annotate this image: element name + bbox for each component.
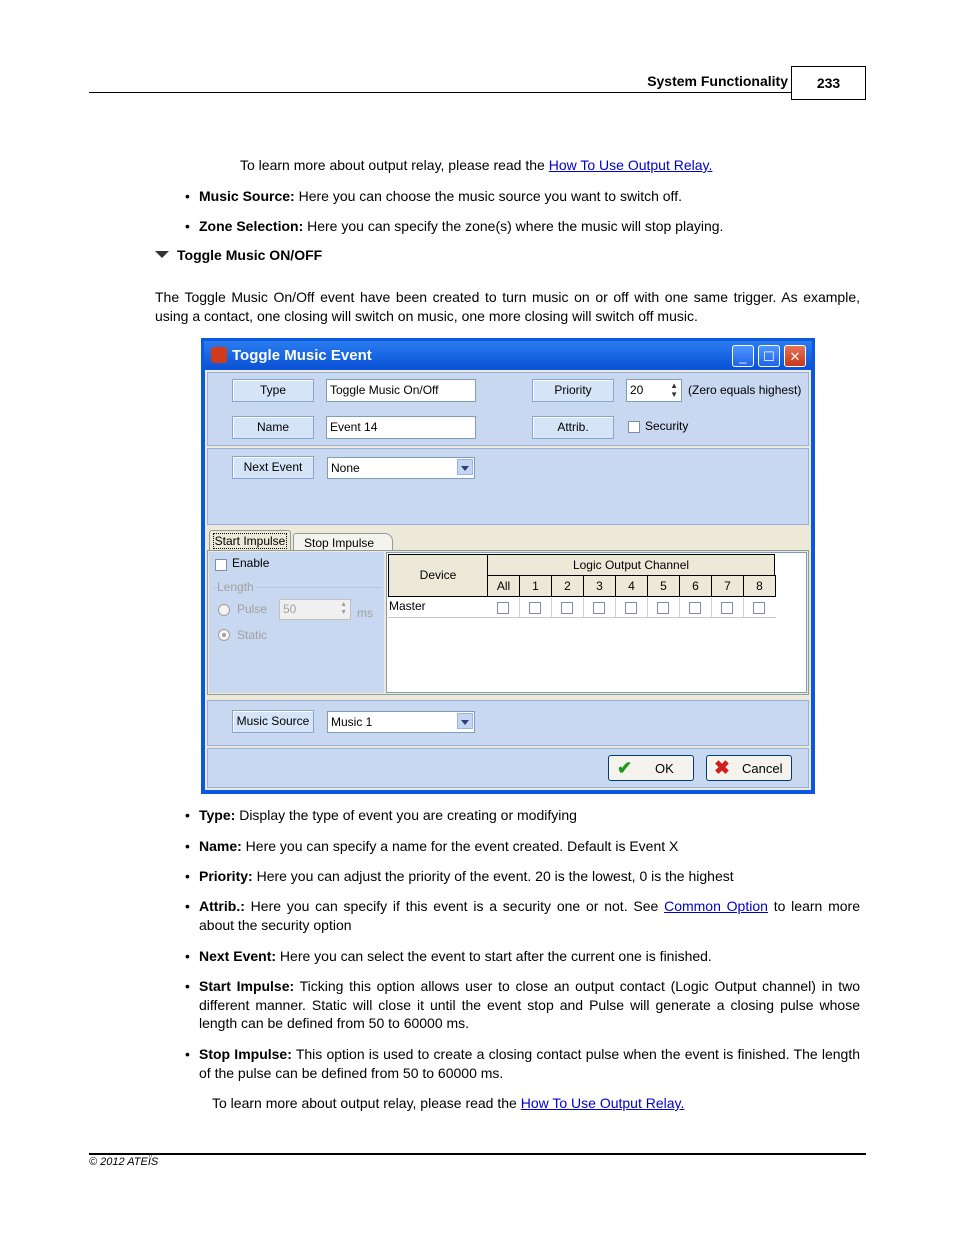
bullet-dot: • [185, 978, 190, 994]
bullet-music-source: Music Source: Here you can choose the music source you want to switch off. [199, 188, 682, 204]
tab-start-impulse[interactable]: Start Impulse [209, 530, 291, 550]
bullet-attrib: Attrib.: Here you can specify if this event is a security one or not. See Common Option to learn more about the security option [199, 898, 861, 933]
intro-text: To learn more about output relay, please read the [240, 157, 549, 173]
channel-checkbox-6[interactable] [689, 602, 701, 614]
dialog-body [205, 370, 811, 790]
column-divider [615, 598, 616, 617]
channel-header-5: 5 [647, 575, 680, 597]
channel-header-3: 3 [583, 575, 616, 597]
radio-dot [222, 633, 226, 637]
bullet-dot: • [185, 868, 190, 884]
type-label: Type [232, 379, 314, 402]
music-source-label: Music Source [232, 710, 314, 733]
tab-stop-impulse[interactable]: Stop Impulse [293, 533, 393, 551]
ms-label: ms [357, 606, 373, 620]
bullet-dot: • [185, 1046, 190, 1062]
pulse-value: 50 [283, 602, 297, 616]
checkmark-icon: ✔ [617, 758, 633, 778]
priority-note: (Zero equals highest) [688, 383, 802, 397]
length-label: Length [217, 580, 254, 594]
next-event-combo[interactable] [327, 457, 475, 479]
channel-checkbox-7[interactable] [721, 602, 733, 614]
channel-checkbox-2[interactable] [561, 602, 573, 614]
bullet-dot: • [185, 838, 190, 854]
type-field: Toggle Music On/Off [326, 379, 476, 402]
section-heading: Toggle Music ON/OFF [177, 247, 323, 263]
pulse-label: Pulse [237, 602, 268, 616]
channel-grid [386, 552, 807, 693]
enable-label: Enable [232, 556, 270, 570]
impulse-options-panel [209, 552, 384, 693]
close-icon[interactable]: ✕ [784, 345, 806, 367]
priority-value: 20 [630, 383, 644, 397]
attrib-label: Attrib. [532, 416, 614, 439]
bullet-priority: Priority: Here you can adjust the priority of the event. 20 is the lowest, 0 is the highest [199, 868, 734, 884]
dialog-title: Toggle Music Event [232, 347, 372, 364]
ok-button[interactable] [608, 755, 694, 781]
music-source-panel [207, 700, 809, 746]
bullet-type: Type: Display the type of event you are creating or modifying [199, 807, 577, 823]
intro-link[interactable]: How To Use Output Relay. [548, 157, 713, 173]
cancel-x-icon: ✖ [714, 758, 730, 779]
channel-header-4: 4 [615, 575, 648, 597]
dialog-title-bar[interactable] [204, 341, 812, 369]
next-event-label: Next Event [232, 456, 314, 479]
channel-checkbox-5[interactable] [657, 602, 669, 614]
bullet-dot: • [185, 948, 190, 964]
app-icon [211, 347, 227, 363]
device-header: Device [388, 554, 488, 597]
ok-label: OK [655, 761, 674, 776]
outro-text: To learn more about output relay, please read the [212, 1095, 521, 1111]
bullet-dot: • [185, 898, 190, 914]
column-divider [711, 598, 712, 617]
spinner-arrows-icon[interactable]: ▲ ▼ [670, 381, 678, 399]
bullet-next-event: Next Event: Here you can select the event to start after the current one is finished. [199, 948, 712, 964]
channel-header-8: 8 [743, 575, 776, 597]
intro-paragraph [240, 156, 712, 174]
channel-checkbox-8[interactable] [753, 602, 765, 614]
footer-rule [89, 1153, 866, 1155]
bullet-dot: • [185, 807, 190, 823]
channel-header-6: 6 [679, 575, 712, 597]
priority-label: Priority [532, 379, 614, 402]
column-divider [743, 598, 744, 617]
bullet-start-impulse: Start Impulse: Ticking this option allows user to close an output contact (Logic Output channel) in two different manner. Static will close it until the event stop and Pulse will generate a closing pulse whose length can be defined from 50 to 60000 ms. [199, 978, 860, 1031]
cancel-label: Cancel [742, 761, 783, 776]
bullet-dot: • [185, 218, 190, 234]
enable-checkbox[interactable] [215, 559, 227, 571]
outro-paragraph [212, 1094, 684, 1112]
buttons-panel [207, 748, 809, 788]
column-divider [647, 598, 648, 617]
channel-checkbox-4[interactable] [625, 602, 637, 614]
channel-header-7: 7 [711, 575, 744, 597]
row-divider [388, 617, 776, 618]
collapse-triangle-icon[interactable] [155, 251, 169, 258]
name-label: Name [232, 416, 314, 439]
common-option-link[interactable]: Common Option [664, 898, 768, 914]
section-paragraph: The Toggle Music On/Off event have been created to turn music on or off with one same trigger. As example, using a contact, one closing will switch on music, one more closing will switch off music. [155, 289, 860, 324]
device-row-master: Master [389, 599, 426, 613]
properties-panel [207, 372, 809, 446]
column-divider [551, 598, 552, 617]
channel-checkbox-1[interactable] [529, 602, 541, 614]
minimize-icon[interactable]: _ [732, 345, 754, 367]
channel-checkbox-3[interactable] [593, 602, 605, 614]
next-event-value: None [331, 461, 360, 475]
channel-checkbox-all[interactable] [497, 602, 509, 614]
music-source-combo[interactable] [327, 711, 475, 733]
header-title: System Functionality [647, 73, 788, 89]
header-rule [89, 92, 791, 93]
column-divider [679, 598, 680, 617]
column-divider [519, 598, 520, 617]
cancel-button[interactable] [706, 755, 792, 781]
chevron-down-icon[interactable] [457, 459, 473, 475]
logic-output-header: Logic Output Channel [487, 554, 775, 576]
bullet-name: Name: Here you can specify a name for the event created. Default is Event X [199, 838, 679, 854]
name-input[interactable]: Event 14 [326, 416, 476, 439]
channel-header-all: All [487, 575, 520, 597]
bullet-stop-impulse: Stop Impulse: This option is used to create a closing contact pulse when the event is finished. The length of the pulse can be defined from 50 to 60000 ms. [199, 1046, 860, 1081]
footer-copyright: © 2012 ATEÏS [89, 1156, 159, 1168]
pulse-radio[interactable] [218, 604, 230, 616]
channel-header-1: 1 [519, 575, 552, 597]
security-checkbox[interactable] [628, 421, 640, 433]
dialog-window [201, 338, 815, 794]
tab-content [207, 550, 809, 695]
static-radio[interactable] [218, 629, 230, 641]
pulse-length-spinner[interactable] [279, 599, 351, 620]
spinner-arrows-icon[interactable]: ▲ ▼ [340, 601, 347, 616]
priority-spinner[interactable] [626, 379, 682, 402]
page-number: 233 [791, 66, 866, 100]
maximize-icon[interactable]: ☐ [758, 345, 780, 367]
music-source-value: Music 1 [331, 715, 373, 729]
next-event-panel [207, 448, 809, 525]
channel-header-2: 2 [551, 575, 584, 597]
static-label: Static [237, 628, 268, 642]
bullet-zone-selection: Zone Selection: Here you can specify the zone(s) where the music will stop playing. [199, 218, 724, 234]
bullet-dot: • [185, 188, 190, 204]
chevron-down-icon[interactable] [457, 713, 473, 729]
outro-link[interactable]: How To Use Output Relay. [520, 1095, 685, 1111]
column-divider [583, 598, 584, 617]
security-label: Security [645, 419, 689, 433]
